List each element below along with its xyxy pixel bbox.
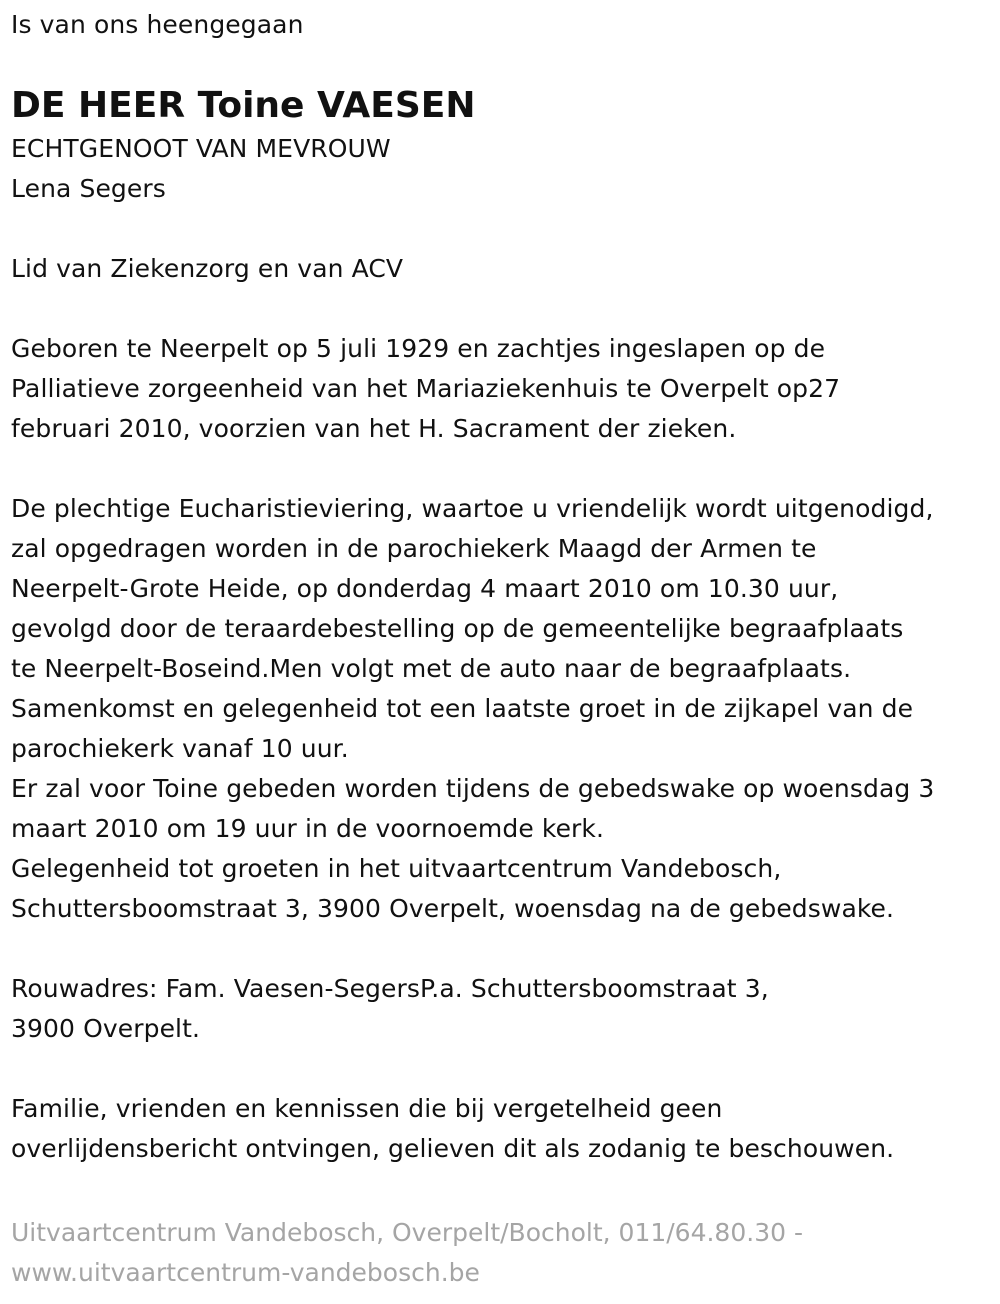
paragraph-line: zal opgedragen worden in de parochiekerk Maagd der Armen te — [11, 534, 817, 563]
funeral-home-contact: Uitvaartcentrum Vandebosch, Overpelt/Bocholt, 011/64.80.30 - — [11, 1218, 803, 1247]
spacer — [11, 209, 991, 249]
membership-text: Lid van Ziekenzorg en van ACV — [11, 254, 404, 283]
paragraph-line: parochiekerk vanaf 10 uur. — [11, 734, 349, 763]
paragraph-line: februari 2010, voorzien van het H. Sacrament der zieken. — [11, 414, 737, 443]
spacer — [11, 449, 991, 489]
paragraph-line: Geboren te Neerpelt op 5 juli 1929 en zachtjes ingeslapen op de — [11, 334, 826, 363]
funeral-home-footer — [11, 1213, 803, 1293]
paragraph-line: Samenkomst en gelegenheid tot een laatste groet in de zijkapel van de — [11, 694, 914, 723]
paragraph-line: overlijdensbericht ontvingen, gelieven dit als zodanig te beschouwen. — [11, 1134, 895, 1163]
paragraph-line: Familie, vrienden en kennissen die bij vergetelheid geen — [11, 1094, 723, 1123]
birth-death-paragraph — [11, 329, 991, 449]
paragraph-line: Palliatieve zorgeenheid van het Mariaziekenhuis te Overpelt op27 — [11, 374, 841, 403]
paragraph-line: De plechtige Eucharistieviering, waartoe u vriendelijk wordt uitgenodigd, — [11, 494, 934, 523]
paragraph-line: maart 2010 om 19 uur in de voornoemde kerk. — [11, 814, 605, 843]
intro-text: Is van ons heengegaan — [11, 10, 304, 39]
deceased-name: DE HEER Toine VAESEN — [11, 85, 476, 126]
mourning-address — [11, 969, 991, 1049]
paragraph-line: Er zal voor Toine gebeden worden tijdens de gebedswake op woensdag 3 — [11, 774, 935, 803]
obituary-notice — [11, 0, 991, 1169]
ceremony-paragraph — [11, 489, 991, 929]
spacer — [11, 289, 991, 329]
address-line: Rouwadres: Fam. Vaesen-SegersP.a. Schuttersboomstraat 3, — [11, 974, 769, 1003]
paragraph-line: Gelegenheid tot groeten in het uitvaartcentrum Vandebosch, — [11, 854, 782, 883]
spacer — [11, 929, 991, 969]
spouse-title: ECHTGENOOT VAN MEVROUW — [11, 134, 391, 163]
paragraph-line: Schuttersboomstraat 3, 3900 Overpelt, woensdag na de gebedswake. — [11, 894, 895, 923]
paragraph-line: te Neerpelt-Boseind.Men volgt met de auto naar de begraafplaats. — [11, 654, 852, 683]
address-line: 3900 Overpelt. — [11, 1014, 201, 1043]
notice-paragraph — [11, 1089, 991, 1169]
funeral-home-website[interactable]: www.uitvaartcentrum-vandebosch.be — [11, 1258, 480, 1287]
paragraph-line: Neerpelt-Grote Heide, op donderdag 4 maart 2010 om 10.30 uur, — [11, 574, 839, 603]
paragraph-line: gevolgd door de teraardebestelling op de gemeentelijke begraafplaats — [11, 614, 904, 643]
spacer — [11, 1049, 991, 1089]
spouse-name: Lena Segers — [11, 174, 166, 203]
